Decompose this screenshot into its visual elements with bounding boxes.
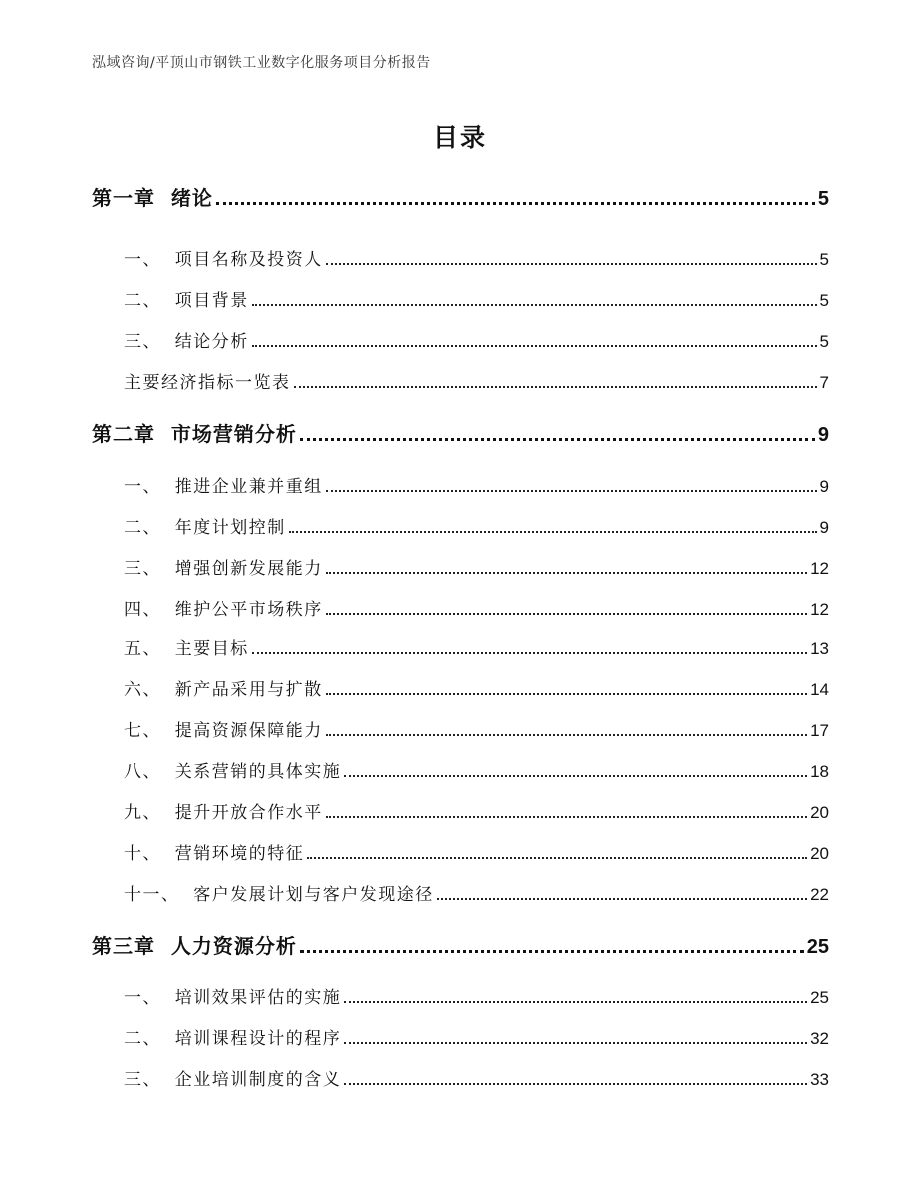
toc-section-entry[interactable]: [92, 675, 829, 700]
toc-page-number: 17: [810, 721, 829, 740]
toc-entry-label: 五、 主要目标: [124, 639, 249, 659]
toc-section-entry[interactable]: [92, 327, 829, 352]
dot-leader: [344, 774, 807, 777]
toc-page-number: 5: [819, 332, 829, 351]
toc-section-entry[interactable]: [92, 595, 829, 620]
dot-leader: [326, 571, 807, 574]
toc-page-number: 5: [819, 250, 829, 269]
toc-section-entry[interactable]: [92, 716, 829, 741]
toc-section-entry[interactable]: [92, 472, 829, 497]
toc-entry-label: 二、 年度计划控制: [124, 518, 286, 538]
toc-chapter-entry[interactable]: [92, 930, 829, 959]
dot-leader: [252, 344, 817, 347]
toc-entry-label: 九、 提升开放合作水平: [124, 803, 323, 823]
toc-entry-label: 第二章 市场营销分析: [92, 422, 297, 446]
toc-page-number: 25: [806, 936, 829, 958]
toc-section-entry[interactable]: [92, 368, 829, 393]
dot-leader: [344, 1000, 807, 1003]
dot-leader: [326, 262, 817, 265]
toc-page-number: 12: [810, 600, 829, 619]
toc-entry-label: 二、 培训课程设计的程序: [124, 1029, 342, 1049]
toc-section-entry[interactable]: [92, 880, 829, 905]
toc-entry-label: 八、 关系营销的具体实施: [124, 762, 342, 782]
toc-section-entry[interactable]: [92, 634, 829, 659]
dot-leader: [344, 1082, 807, 1085]
toc-page-number: 5: [817, 188, 829, 210]
toc-page-number: 9: [819, 518, 829, 537]
toc-entry-label: 一、 推进企业兼并重组: [124, 477, 323, 497]
toc-section-entry[interactable]: [92, 286, 829, 311]
dot-leader: [252, 651, 807, 654]
toc-page-number: 13: [810, 639, 829, 658]
toc-entry-label: 四、 维护公平市场秩序: [124, 600, 323, 620]
toc-entry-label: 三、 增强创新发展能力: [124, 559, 323, 579]
dot-leader: [344, 1041, 807, 1044]
toc-page-number: 9: [817, 424, 829, 446]
toc-page-number: 20: [810, 803, 829, 822]
dot-leader: [326, 612, 807, 615]
toc-entry-label: 三、 结论分析: [124, 332, 249, 352]
toc-page-number: 9: [819, 477, 829, 496]
toc-entry-label: 二、 项目背景: [124, 291, 249, 311]
dot-leader: [326, 815, 807, 818]
toc-page-number: 7: [819, 373, 829, 392]
toc-page-number: 14: [810, 680, 829, 699]
dot-leader: [326, 692, 807, 695]
toc-section-entry[interactable]: [92, 245, 829, 270]
toc-entry-label: 十一、 客户发展计划与客户发现途径: [124, 885, 434, 905]
toc-page-number: 12: [810, 559, 829, 578]
toc-page-number: 22: [810, 885, 829, 904]
toc-entry-label: 十、 营销环境的特征: [124, 844, 305, 864]
toc-section-entry[interactable]: [92, 839, 829, 864]
toc-section-entry[interactable]: [92, 983, 829, 1008]
toc-section-entry[interactable]: [92, 798, 829, 823]
dot-leader: [294, 385, 817, 388]
toc-entry-label: 七、 提高资源保障能力: [124, 721, 323, 741]
toc-entry-label: 一、 培训效果评估的实施: [124, 988, 342, 1008]
toc-section-entry[interactable]: [92, 757, 829, 782]
toc-section-entry[interactable]: [92, 1024, 829, 1049]
toc-section-entry[interactable]: [92, 1065, 829, 1090]
toc-entry-label: 第一章 绪论: [92, 186, 213, 210]
document-header: 泓域咨询/平顶山市钢铁工业数字化服务项目分析报告: [92, 55, 431, 71]
toc-page-number: 20: [810, 844, 829, 863]
dot-leader: [326, 489, 817, 492]
toc-chapter-entry[interactable]: [92, 418, 829, 447]
toc-entry-label: 三、 企业培训制度的含义: [124, 1070, 342, 1090]
dot-leader: [216, 201, 815, 205]
dot-leader: [326, 733, 807, 736]
dot-leader: [300, 949, 804, 953]
toc-page-number: 25: [810, 988, 829, 1007]
dot-leader: [252, 303, 817, 306]
dot-leader: [289, 530, 817, 533]
toc-entry-label: 一、 项目名称及投资人: [124, 250, 323, 270]
toc-entry-label: 第三章 人力资源分析: [92, 934, 297, 958]
page-title: 目录: [432, 123, 487, 152]
dot-leader: [437, 897, 807, 900]
toc-entry-label: 主要经济指标一览表: [124, 373, 291, 393]
toc-page-number: 5: [819, 291, 829, 310]
toc-page-number: 33: [810, 1070, 829, 1089]
toc-section-entry[interactable]: [92, 513, 829, 538]
toc-page-number: 18: [810, 762, 829, 781]
toc-section-entry[interactable]: [92, 554, 829, 579]
toc-chapter-entry[interactable]: [92, 182, 829, 211]
toc-page-number: 32: [810, 1029, 829, 1048]
toc-entry-label: 六、 新产品采用与扩散: [124, 680, 323, 700]
dot-leader: [300, 437, 815, 441]
dot-leader: [307, 856, 807, 859]
